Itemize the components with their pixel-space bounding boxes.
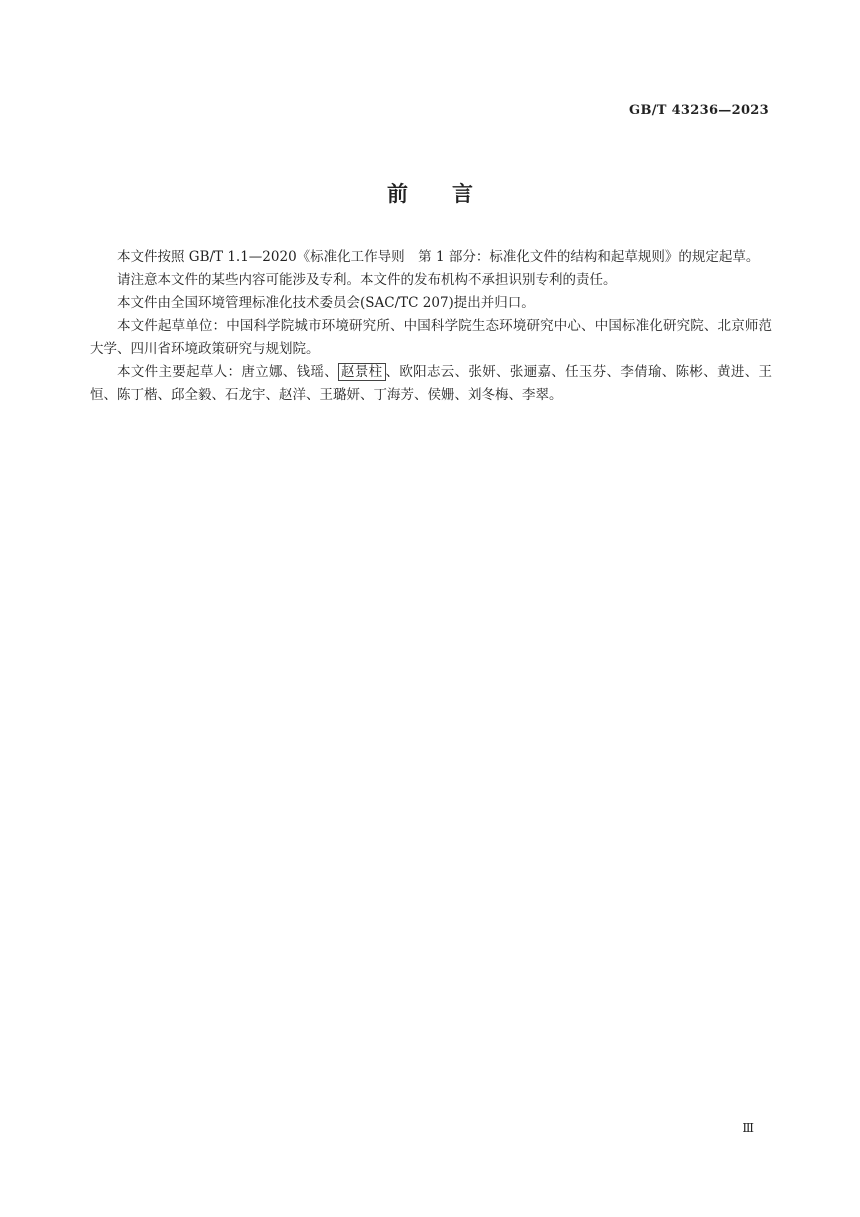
title-char-1: 前 xyxy=(387,181,408,206)
drafters-rest: 、欧阳志云、张妍、张逦嘉、任玉芬、李倩瑜、陈彬、黄进、王恒、陈丁楷、邱全毅、石龙宇、赵洋、王璐妍、丁海芳、侯姗、刘冬梅、李翠。 xyxy=(90,364,773,403)
boxed-drafter-name: 赵景柱 xyxy=(338,363,385,381)
paragraph-proposer: 本文件由全国环境管理标准化技术委员会(SAC/TC 207)提出并归口。 xyxy=(117,295,535,311)
page-number: Ⅲ xyxy=(742,1121,754,1135)
paragraph-drafting-units: 本文件起草单位：中国科学院城市环境研究所、中国科学院生态环境研究中心、中国标准化研究院、北京师范大学、四川省环境政策研究与规划院。 xyxy=(90,318,772,357)
drafters-lead: 本文件主要起草人：唐立娜、钱瑶、 xyxy=(117,364,339,380)
paragraph-drafting-rules: 本文件按照 GB/T 1.1—2020《标准化工作导则 第 1 部分：标准化文件的结构和起草规则》的规定起草。 xyxy=(117,249,760,265)
paragraph-patent-notice: 请注意本文件的某些内容可能涉及专利。本文件的发布机构不承担识别专利的责任。 xyxy=(117,272,617,288)
page-title xyxy=(0,178,860,208)
paragraph-drafters xyxy=(90,361,772,407)
title-char-2: 言 xyxy=(452,181,473,206)
standard-code: GB/T 43236—2023 xyxy=(629,103,769,118)
preface-body xyxy=(90,246,772,407)
